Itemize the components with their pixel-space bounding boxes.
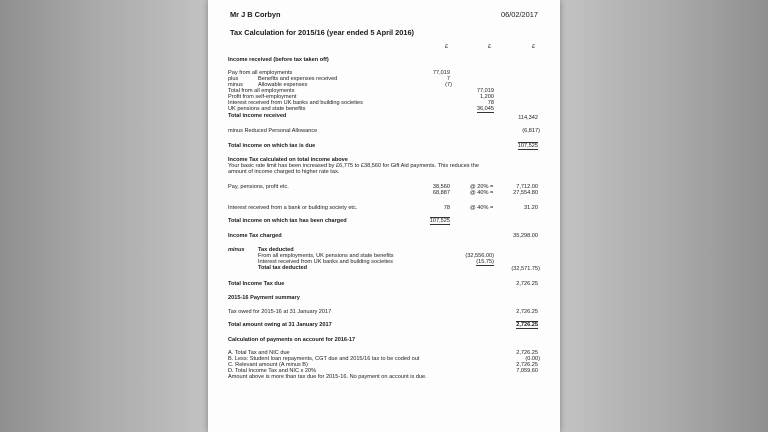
basic-rate-amount: 38,560 — [432, 184, 450, 190]
payment-summary-heading: 2015-16 Payment summary — [228, 295, 300, 301]
higher-rate-tax: 27,554.80 — [513, 190, 538, 196]
total-owing-value: 2,726.25 — [516, 322, 538, 328]
bank-interest-amount: 78 — [443, 205, 450, 211]
taxable-income-label: Total income on which tax is due — [228, 143, 316, 149]
poa-a-value: 2,726.25 — [516, 350, 538, 356]
benefits-value: 7 — [446, 76, 450, 82]
plus-label: plus — [228, 76, 239, 82]
poa-b-label: B. Less: Student loan repayments, CGT due and 2015/16 tax to be coded out — [228, 356, 420, 362]
self-employment-value: 1,200 — [480, 94, 494, 100]
total-employments-label: Total from all employments — [228, 88, 295, 94]
pay-pensions-label: Pay, pensions, profit etc. — [228, 184, 289, 190]
poa-d-label: D. Total Income Tax and NIC x 20% — [228, 368, 317, 374]
income-received-heading: Income received (before tax taken off) — [228, 57, 329, 63]
basic-rate-tax: 7,712.00 — [516, 184, 538, 190]
total-income-received-value: 114,342 — [518, 115, 538, 121]
currency-symbol-col2: £ — [488, 44, 492, 50]
pay-employments-value: 77,019 — [432, 70, 450, 76]
poa-c-value: 2,726.25 — [516, 362, 538, 368]
income-charged-value: 107,525 — [429, 218, 450, 224]
payments-on-account-heading: Calculation of payments on account for 2016-17 — [228, 337, 356, 343]
total-income-received-label: Total income received — [228, 113, 287, 119]
poa-a-label: A. Total Tax and NIC due — [228, 350, 290, 356]
minus-label: minus — [228, 82, 243, 88]
interest-label: Interest received from UK banks and building societies — [228, 100, 363, 106]
benefits-label: Benefits and expenses received — [258, 76, 338, 82]
deducted-employments-value: (32,556.00) — [465, 253, 494, 259]
bank-interest-rate: @ 40% = — [470, 205, 494, 211]
income-tax-calc-heading: Income Tax calculated on total income above — [228, 157, 348, 163]
higher-rate-label: @ 40% = — [470, 190, 494, 196]
income-tax-charged-label: Income Tax charged — [228, 233, 282, 239]
self-employment-label: Profit from self-employment — [228, 94, 297, 100]
taxpayer-name: Mr J B Corbyn — [230, 10, 281, 19]
tax-deducted-heading: Tax deducted — [258, 247, 294, 253]
basic-rate-label: @ 20% = — [470, 184, 494, 190]
pay-employments-label: Pay from all employments — [228, 70, 293, 76]
tax-owed-value: 2,726.25 — [516, 309, 538, 315]
personal-allowance-value: (6,817) — [522, 128, 540, 134]
total-owing-label: Total amount owing at 31 January 2017 — [228, 322, 332, 328]
tax-calculation-document — [208, 0, 560, 432]
pensions-label: UK pensions and state benefits — [228, 106, 306, 112]
gift-aid-note-line2: amount of income charged to higher rate tax. — [228, 169, 340, 175]
income-charged-label: Total income on which tax has been charged — [228, 218, 347, 224]
poa-note: Amount above is more than tax due for 2015-16. No payment on account is due. — [228, 374, 427, 380]
income-tax-charged-value: 35,298.00 — [513, 233, 538, 239]
taxable-income-value: 107,525 — [517, 143, 538, 149]
currency-symbol-col1: £ — [445, 44, 449, 50]
tax-owed-label: Tax owed for 2015-16 at 31 January 2017 — [228, 309, 332, 315]
deducted-interest-value: (15.75) — [476, 259, 494, 265]
deducted-interest-label: Interest received from UK banks and building societies — [258, 259, 393, 265]
interest-value: 78 — [487, 100, 494, 106]
poa-d-value: 7,059.60 — [516, 368, 538, 374]
deducted-employments-label: From all employments, UK pensions and state benefits — [258, 253, 394, 259]
higher-rate-amount: 68,887 — [432, 190, 450, 196]
bank-interest-label: Interest received from a bank or building society etc. — [228, 205, 358, 211]
total-tax-due-label: Total Income Tax due — [228, 281, 285, 287]
deducted-minus-label: minus — [228, 247, 245, 253]
allowable-expenses-label: Allowable expenses — [258, 82, 308, 88]
poa-c-label: C. Relevant amount (A minus B) — [228, 362, 308, 368]
gift-aid-note-line1: Your basic rate limit has been increased by £6,775 to £38,560 for Gift Aid payments. This reduces the — [228, 163, 479, 169]
document-title: Tax Calculation for 2015/16 (year ended 5 April 2016) — [230, 28, 415, 37]
total-employments-value: 77,019 — [476, 88, 494, 94]
pensions-value: 36,045 — [476, 106, 494, 112]
bank-interest-tax: 31.20 — [524, 205, 538, 211]
allowable-expenses-value: (7) — [445, 82, 452, 88]
currency-symbol-col3: £ — [532, 44, 536, 50]
total-tax-due-value: 2,726.25 — [516, 281, 538, 287]
personal-allowance-label: minus Reduced Personal Allowance — [228, 128, 318, 134]
document-date: 06/02/2017 — [501, 10, 538, 19]
poa-b-value: (0.00) — [525, 356, 540, 362]
total-tax-deducted-value: (32,571.75) — [511, 266, 540, 272]
total-tax-deducted-label: Total tax deducted — [258, 265, 308, 271]
